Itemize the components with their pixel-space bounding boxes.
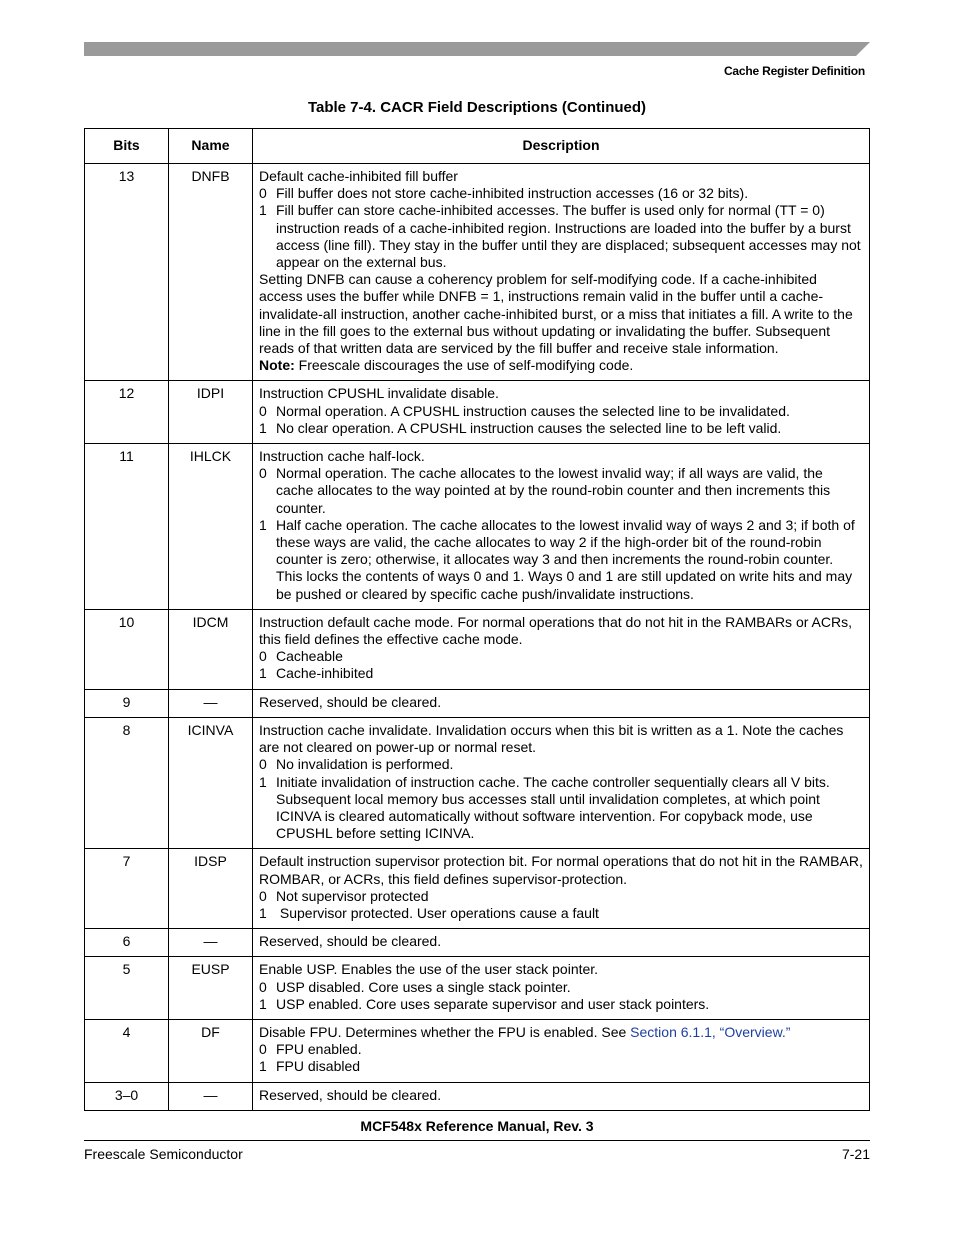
bit-value: 1 (259, 665, 267, 682)
header-bar (84, 42, 870, 56)
bit-value-item (259, 905, 863, 922)
bit-value: 1 (259, 419, 267, 436)
description-text (259, 448, 863, 465)
field-bits: 4 (85, 1019, 169, 1082)
bit-value-item (259, 185, 863, 202)
bit-value-item (259, 420, 863, 437)
bit-value-text: Fill buffer can store cache-inhibited accesses. The buffer is used only for normal (TT = 0) instruction reads of a cache-inhibited region. Instructions are loaded into the buffer by a burst access (line fill). They stay in the buffer until they are displaced; subsequent accesses may not appear on the external bus. (276, 202, 861, 271)
description-text (259, 1087, 863, 1104)
field-name: — (169, 929, 253, 957)
bit-value: 1 (259, 904, 267, 921)
bit-value: 0 (259, 1041, 267, 1058)
description-lead: Default instruction supervisor protection bit. For normal operations that do not hit in the RAMBAR, ROMBAR, or ACRs, this field defines supervisor-protection. (259, 853, 863, 887)
description-text (259, 1024, 863, 1041)
description-lead: Disable FPU. Determines whether the FPU is enabled. See (259, 1023, 631, 1040)
bit-value-text: No clear operation. A CPUSHL instruction causes the selected line to be left valid. (276, 419, 782, 436)
description-paragraph: Setting DNFB can cause a coherency problem for self-modifying code. If a cache-inhibited access uses the buffer while DNFB = 1, instructions remain valid in the buffer until a cache-invalidate-all instruction, another cache-inhibited burst, or a miss that initiates a fill. A write to the line in the fill goes to the external bus without updating or invalidating the buffer. Subsequent reads of that written data are serviced by the fill buffer and receive stale information. (259, 271, 853, 357)
bit-value-text: Normal operation. The cache allocates to the lowest invalid way; if all ways are valid, the cache allocates to the way pointed at by the round-robin counter and then increments this counter. (276, 465, 831, 516)
bit-value-text: FPU enabled. (276, 1041, 362, 1058)
field-name: EUSP (169, 957, 253, 1020)
bit-value-item (259, 756, 863, 773)
bit-value-item (259, 648, 863, 665)
note-text: Freescale discourages the use of self-modifying code. (294, 357, 634, 374)
description-lead: Instruction CPUSHL invalidate disable. (259, 385, 499, 402)
table-row (85, 1019, 870, 1082)
field-bits: 12 (85, 381, 169, 444)
bit-value-item (259, 465, 863, 517)
bit-value: 0 (259, 465, 267, 482)
field-name: DNFB (169, 164, 253, 381)
description-lead: Reserved, should be cleared. (259, 1086, 442, 1103)
company-name: Freescale Semiconductor (84, 1146, 243, 1162)
bit-value: 1 (259, 202, 267, 219)
description-text (259, 694, 863, 711)
bit-value-text: USP enabled. Core uses separate supervisor and user stack pointers. (276, 995, 710, 1012)
bit-value: 1 (259, 773, 267, 790)
bit-value-text: Initiate invalidation of instruction cache. The cache controller sequentially clears all V bits. Subsequent local memory bus accesses stall until invalidation completes, at which point ICINVA is cleared automatically without software intervention. For copyback mode, use CPUSHL before setting ICINVA. (276, 773, 830, 842)
field-bits: 6 (85, 929, 169, 957)
manual-title: MCF548x Reference Manual, Rev. 3 (360, 1118, 594, 1134)
table-title: Table 7-4. CACR Field Descriptions (Continued) (307, 99, 647, 116)
field-name: IDCM (169, 609, 253, 689)
field-description (253, 1019, 870, 1082)
bit-value-item (259, 1041, 863, 1058)
description-text (259, 614, 863, 648)
field-description (253, 164, 870, 381)
table-row (85, 957, 870, 1020)
field-bits: 7 (85, 849, 169, 929)
note-label: Note: (259, 357, 295, 374)
bit-value-item (259, 888, 863, 905)
field-bits: 13 (85, 164, 169, 381)
bit-value: 1 (259, 1058, 267, 1075)
field-description (253, 1082, 870, 1110)
bit-value-text: Cacheable (276, 648, 343, 665)
bit-value-text: Fill buffer does not store cache-inhibited instruction accesses (16 or 32 bits). (276, 185, 749, 202)
field-name: — (169, 689, 253, 717)
bit-value-item (259, 774, 863, 843)
field-name: DF (169, 1019, 253, 1082)
table-row (85, 689, 870, 717)
bit-value-item (259, 403, 863, 420)
description-lead: Instruction default cache mode. For normal operations that do not hit in the RAMBARs or ACRs, this field defines the effective cache mode. (259, 613, 852, 648)
field-description (253, 444, 870, 610)
bit-value: 1 (259, 995, 267, 1012)
bit-value-text: Cache-inhibited (276, 665, 374, 682)
note (259, 357, 863, 374)
field-bits: 10 (85, 609, 169, 689)
field-name: — (169, 1082, 253, 1110)
page-number: 7-21 (841, 1146, 870, 1162)
field-description (253, 609, 870, 689)
description-lead: Reserved, should be cleared. (259, 933, 442, 950)
table-row (85, 609, 870, 689)
section-header: Cache Register Definition (723, 64, 865, 78)
column-header-bits: Bits (85, 129, 169, 164)
description-lead: Enable USP. Enables the use of the user stack pointer. (259, 961, 599, 978)
cacr-field-table (84, 128, 870, 1111)
description-text (259, 722, 863, 756)
description-lead: Default cache-inhibited fill buffer (259, 168, 458, 184)
bit-value-text: Supervisor protected. User operations cause a fault (276, 904, 599, 921)
description-text (259, 853, 863, 887)
bit-value-item (259, 202, 863, 271)
description-text (259, 385, 863, 402)
table-row (85, 929, 870, 957)
field-description (253, 929, 870, 957)
column-header-name: Name (169, 129, 253, 164)
bit-value-text: Normal operation. A CPUSHL instruction causes the selected line to be invalidated. (276, 402, 790, 419)
column-header-description: Description (253, 129, 870, 164)
bit-value-text: Half cache operation. The cache allocates to the lowest invalid way of ways 2 and 3; if both of these ways are valid, the cache allocates to way 2 if the high-order bit of the round-robin counter is zero; otherwise, it allocates way 3 and then increments the round-robin counter. This locks the contents of ways 0 and 1. Ways 0 and 1 are still updated on write hits and may be pushed or cleared by specific cache push/invalidate instructions. (276, 516, 855, 602)
field-name: IDSP (169, 849, 253, 929)
bit-value-text: USP disabled. Core uses a single stack pointer. (276, 978, 571, 995)
field-bits: 3–0 (85, 1082, 169, 1110)
bit-value-item (259, 979, 863, 996)
description-lead: Reserved, should be cleared. (259, 693, 442, 710)
bit-value-item (259, 996, 863, 1013)
bit-value: 0 (259, 402, 267, 419)
table-row (85, 849, 870, 929)
description-text (259, 168, 863, 185)
field-bits: 8 (85, 717, 169, 848)
bit-value: 0 (259, 185, 267, 202)
bit-value: 0 (259, 756, 267, 773)
field-description (253, 689, 870, 717)
table-header-row (85, 129, 870, 164)
field-bits: 9 (85, 689, 169, 717)
footer-rule (84, 1140, 870, 1141)
field-name: IHLCK (169, 444, 253, 610)
field-description (253, 381, 870, 444)
description-lead: Instruction cache half-lock. (259, 448, 425, 465)
bit-value-item (259, 517, 863, 603)
cross-reference-link[interactable]: Section 6.1.1, “Overview.” (630, 1023, 791, 1040)
table-row (85, 1082, 870, 1110)
bit-value-item (259, 665, 863, 682)
field-bits: 5 (85, 957, 169, 1020)
bit-value-item (259, 1058, 863, 1075)
bit-value-text: No invalidation is performed. (276, 756, 454, 773)
bit-value-text: FPU disabled (276, 1058, 361, 1075)
bit-value: 0 (259, 648, 267, 665)
bit-value: 0 (259, 978, 267, 995)
table-row (85, 444, 870, 610)
table-row (85, 717, 870, 848)
table-row (85, 164, 870, 381)
bit-value: 1 (259, 516, 267, 533)
description-text (259, 961, 863, 978)
table-row (85, 381, 870, 444)
field-name: IDPI (169, 381, 253, 444)
bit-value-text: Not supervisor protected (276, 887, 429, 904)
field-description (253, 957, 870, 1020)
description-text (259, 933, 863, 950)
field-description (253, 849, 870, 929)
field-bits: 11 (85, 444, 169, 610)
bit-value: 0 (259, 887, 267, 904)
field-name: ICINVA (169, 717, 253, 848)
description-lead: Instruction cache invalidate. Invalidation occurs when this bit is written as a 1. Note the caches are not cleared on power-up or normal reset. (259, 721, 844, 756)
field-description (253, 717, 870, 848)
